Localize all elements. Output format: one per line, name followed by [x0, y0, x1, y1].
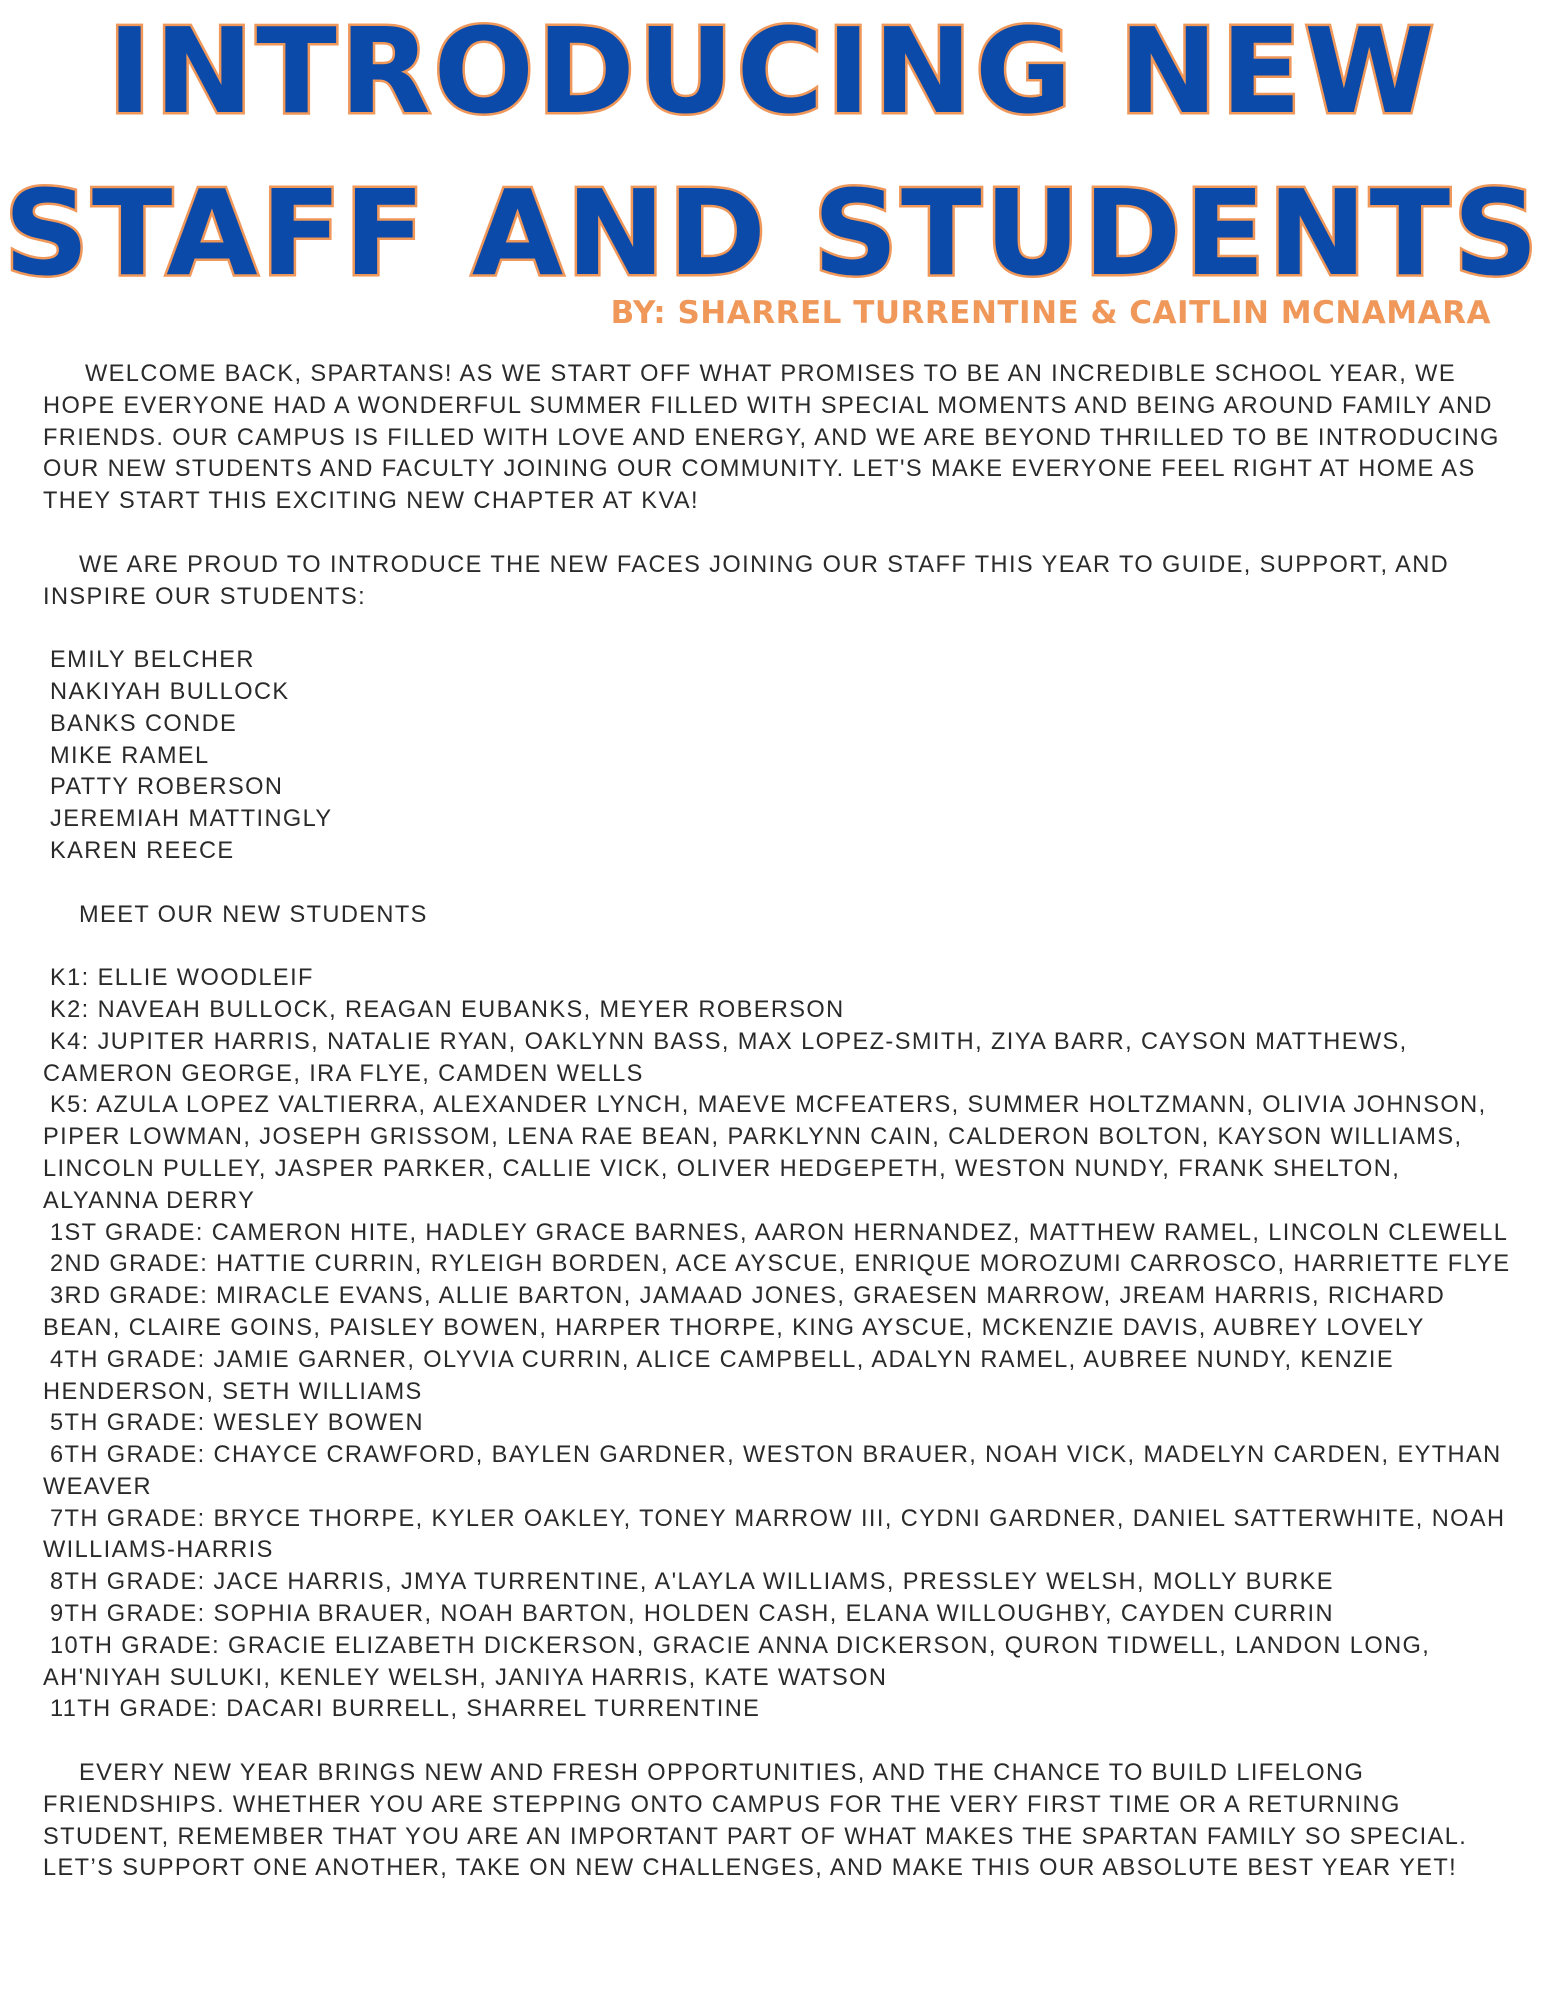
staff-list [43, 645, 1513, 868]
staff-name: EMILY BELCHER [50, 647, 255, 674]
grade-entry-k2: K2: NAVEAH BULLOCK, REAGAN EUBANKS, MEYER ROBERSON [50, 996, 845, 1023]
article-body [43, 359, 1513, 1885]
grade-entry-10th: 10TH GRADE: GRACIE ELIZABETH DICKERSON, GRACIE ANNA DICKERSON, QURON TIDWELL, LANDON LONG, AH'NIYAH SULUKI, KENLEY WELSH, JANIYA HARRIS, KATE WATSON [43, 1632, 1431, 1691]
staff-intro-paragraph: WE ARE PROUD TO INTRODUCE THE NEW FACES JOINING OUR STAFF THIS YEAR TO GUIDE, SUPPORT, AND INSPIRE OUR STUDENTS: [43, 551, 1450, 610]
spacer [43, 518, 1513, 550]
staff-name: BANKS CONDE [50, 710, 238, 737]
student-grade-list [43, 963, 1513, 1726]
headline-line-2: STAFF AND STUDENTS [3, 164, 1542, 302]
students-heading: MEET OUR NEW STUDENTS [79, 901, 428, 928]
byline: BY: SHARREL TURRENTINE & CAITLIN MCNAMARA [610, 295, 1491, 331]
staff-name: KAREN REECE [50, 837, 235, 864]
grade-entry-7th: 7TH GRADE: BRYCE THORPE, KYLER OAKLEY, TONEY MARROW III, CYDNI GARDNER, DANIEL SATTERWHITE, NOAH WILLIAMS-HARRIS [43, 1505, 1506, 1564]
headline-line-1: INTRODUCING NEW [107, 2, 1438, 140]
intro-paragraph: WELCOME BACK, SPARTANS! AS WE START OFF WHAT PROMISES TO BE AN INCREDIBLE SCHOOL YEAR, WE HOPE EVERYONE HAD A WONDERFUL SUMMER FILLED WITH SPECIAL MOMENTS AND BEING AROUND FAMILY AND FRIENDS. OUR CAMPUS IS FILLED WITH LOVE AND ENERGY, AND WE ARE BEYOND THRILLED TO BE INTRODUCING OUR NEW STUDENTS AND FACULTY JOINING OUR COMMUNITY. LET'S MAKE EVERYONE FEEL RIGHT AT HOME AS THEY START THIS EXCITING NEW CHAPTER AT KVA! [43, 361, 1500, 515]
grade-entry-8th: 8TH GRADE: JACE HARRIS, JMYA TURRENTINE, A'LAYLA WILLIAMS, PRESSLEY WELSH, MOLLY BURKE [50, 1569, 1334, 1596]
grade-entry-k5: K5: AZULA LOPEZ VALTIERRA, ALEXANDER LYNCH, MAEVE MCFEATERS, SUMMER HOLTZMANN, OLIVIA JOHNSON, PIPER LOWMAN, JOSEPH GRISSOM, LENA RAE BEAN, PARKLYNN CAIN, CALDERON BOLTON, KAYSON WILLIAMS, LINCOLN PULLEY, JASPER PARKER, CALLIE VICK, OLIVER HEDGEPETH, WESTON NUNDY, FRANK SHELTON, ALYANNA DERRY [43, 1092, 1487, 1214]
spacer [43, 931, 1513, 963]
grade-entry-9th: 9TH GRADE: SOPHIA BRAUER, NOAH BARTON, HOLDEN CASH, ELANA WILLOUGHBY, CAYDEN CURRIN [50, 1601, 1334, 1628]
grade-entry-11th: 11TH GRADE: DACARI BURRELL, SHARREL TURRENTINE [50, 1696, 761, 1723]
staff-name: NAKIYAH BULLOCK [50, 678, 290, 705]
grade-entry-4th: 4TH GRADE: JAMIE GARNER, OLYVIA CURRIN, ALICE CAMPBELL, ADALYN RAMEL, AUBREE NUNDY, KENZIE HENDERSON, SETH WILLIAMS [43, 1346, 1395, 1405]
grade-entry-2nd: 2ND GRADE: HATTIE CURRIN, RYLEIGH BORDEN, ACE AYSCUE, ENRIQUE MOROZUMI CARROSCO, HARRIETTE FLYE [50, 1251, 1511, 1278]
spacer [43, 613, 1513, 645]
grade-entry-k1: K1: ELLIE WOODLEIF [50, 965, 314, 992]
grade-entry-3rd: 3RD GRADE: MIRACLE EVANS, ALLIE BARTON, JAMAAD JONES, GRAESEN MARROW, JREAM HARRIS, RICHARD BEAN, CLAIRE GOINS, PAISLEY BOWEN, HARPER THORPE, KING AYSCUE, MCKENZIE DAVIS, AUBREY LOVELY [43, 1283, 1446, 1341]
staff-name: PATTY ROBERSON [50, 774, 284, 801]
grade-entry-1st: 1ST GRADE: CAMERON HITE, HADLEY GRACE BARNES, AARON HERNANDEZ, MATTHEW RAMEL, LINCOLN CLEWELL [50, 1219, 1509, 1246]
staff-name: JEREMIAH MATTINGLY [50, 806, 333, 833]
closing-paragraph: EVERY NEW YEAR BRINGS NEW AND FRESH OPPORTUNITIES, AND THE CHANCE TO BUILD LIFELONG FRIENDSHIPS. WHETHER YOU ARE STEPPING ONTO CAMPUS FOR THE VERY FIRST TIME OR A RETURNING STUDENT, REMEMBER THAT YOU ARE AN IMPORTANT PART OF WHAT MAKES THE SPARTAN FAMILY SO SPECIAL. LET’S SUPPORT ONE ANOTHER, TAKE ON NEW CHALLENGES, AND MAKE THIS OUR ABSOLUTE BEST YEAR YET! [43, 1760, 1468, 1882]
grade-entry-k4: K4: JUPITER HARRIS, NATALIE RYAN, OAKLYNN BASS, MAX LOPEZ-SMITH, ZIYA BARR, CAYSON MATTHEWS, CAMERON GEORGE, IRA FLYE, CAMDEN WELLS [43, 1028, 1408, 1087]
grade-entry-6th: 6TH GRADE: CHAYCE CRAWFORD, BAYLEN GARDNER, WESTON BRAUER, NOAH VICK, MADELYN CARDEN, EYTHAN WEAVER [43, 1442, 1502, 1500]
spacer [43, 868, 1513, 900]
spacer [43, 1726, 1513, 1758]
staff-name: MIKE RAMEL [50, 742, 210, 769]
grade-entry-5th: 5TH GRADE: WESLEY BOWEN [50, 1410, 424, 1437]
